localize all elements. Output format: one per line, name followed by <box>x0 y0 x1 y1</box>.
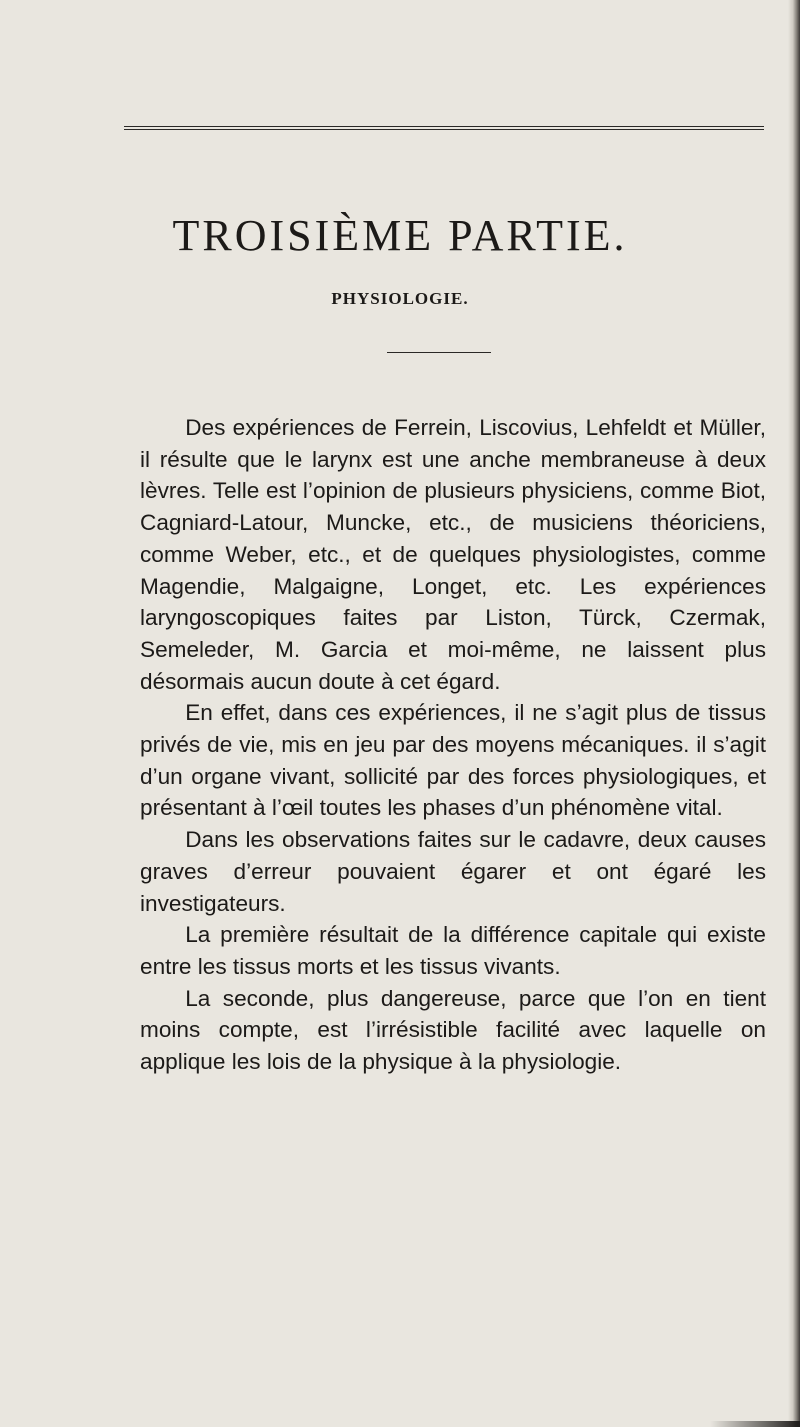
paragraph-2: En effet, dans ces expériences, il ne s’agit plus de tissus privés de vie, mis en jeu par des moyens mécaniques. il s’agit d’un organe vivant, sollicité par des forces physiologiques, et présentant à l’œil toutes les phases d’un phénomène vital. <box>140 700 766 821</box>
paragraph-4: La première résultait de la différence capitale qui existe entre les tissus morts et les tissus vivants. <box>140 922 766 979</box>
paragraph-3: Dans les observations faites sur le cadavre, deux causes graves d’erreur pouvaient égarer et ont égaré les investigateurs. <box>140 827 766 916</box>
paragraph-5: La seconde, plus dangereuse, parce que l’on en tient moins compte, est l’irrésistible facilité avec laquelle on applique les lois de la physique à la physiologie. <box>140 985 766 1075</box>
section-title: PHYSIOLOGIE. <box>331 289 469 308</box>
page-bottom-edge <box>710 1421 800 1427</box>
paragraph-1: Des expériences de Ferrein, Liscovius, Lehfeldt et Müller, il résulte que le larynx est une anche membraneuse à deux lèvres. Telle est l’opinion de plusieurs physiciens, comme Biot, Cagniard-Latour, Muncke, etc., de musiciens théoriciens, comme Weber, etc., et de quelques physiologistes, comme Magendie, Malgaigne, Longet, etc. Les expériences laryngoscopiques faites par Liston, Türck, Czermak, Semeleder, M. Garcia et moi-même, ne laissent plus désormais aucun doute à cet égard. <box>140 415 766 694</box>
body-text <box>140 412 766 1078</box>
top-double-rule <box>124 126 764 130</box>
part-title: TROISIÈME PARTIE. <box>172 211 628 260</box>
section-divider <box>387 352 491 353</box>
